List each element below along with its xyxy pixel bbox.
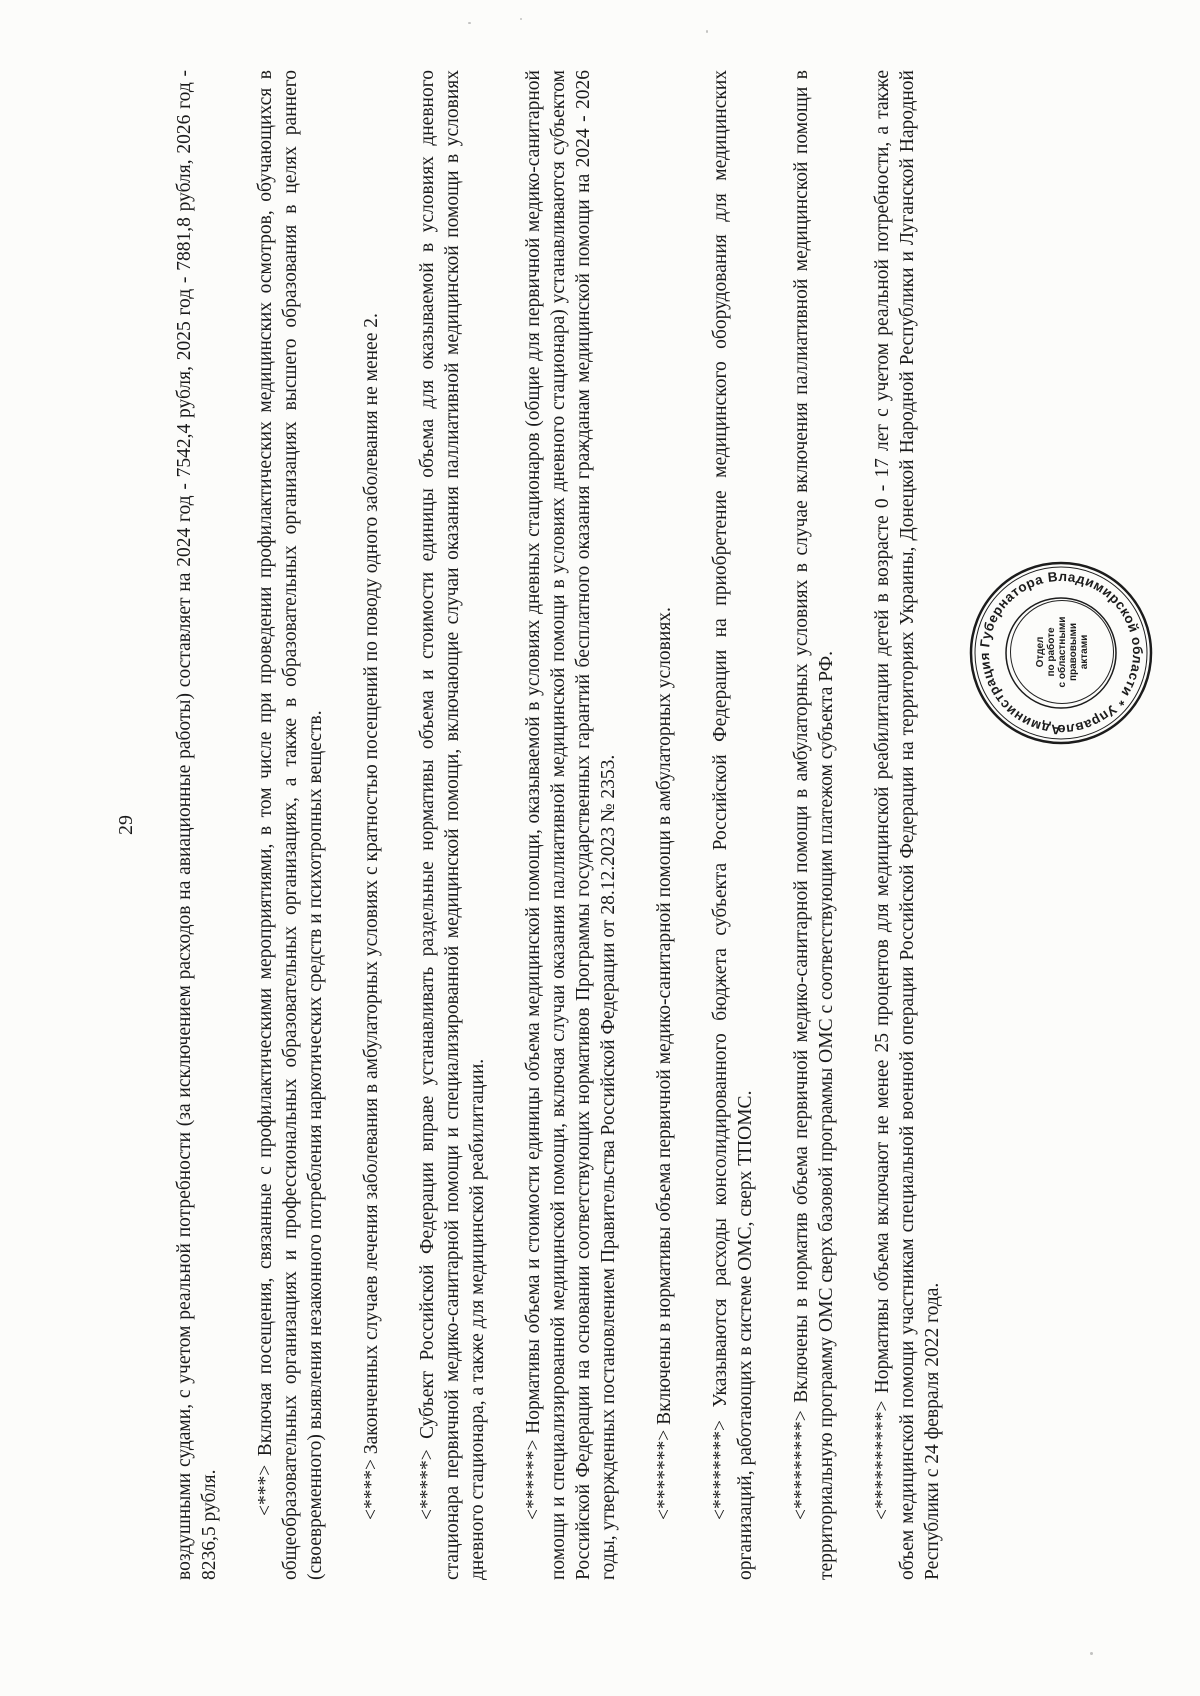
scan-speck	[706, 30, 708, 33]
stamp-line-4: правовыми	[1067, 622, 1079, 682]
footnote-6: <******> Нормативы объема и стоимости единицы объема медицинской помощи, оказываемой в условиях дневных стационаров (общие для первичной медико-санитарной помощи и специализированной медицинской помощи, включая случаи оказания паллиативной медицинской помощи в условиях дневного стационара) устанавливаются субъектом Российской Федерации на основании соответствующих нормативов Программы государственных гарантий бесплатного оказания гражданам медицинской помощи на 2024 - 2026 годы, утвержденных постановлением Правительства Российской Федерации от 28.12.2023 № 2353.	[523, 70, 619, 1580]
footnote-9: <*********> Включены в норматив объема первичной медико-санитарной помощи в амбулаторных условиях в случае включения паллиативной медицинской помощи в территориальную программу ОМС сверх базовой программы ОМС с соответствующим платежом субъекта РФ.	[791, 70, 837, 1580]
footnote-10: <**********> Нормативы объема включают не менее 25 процентов для медицинской реабилитации детей в возрасте 0 - 17 лет с учетом реальной потребности, а также объем медицинской помощи участникам специальной военной операции Российской Федерации на территориях Украины, Донецкой Народной Республики и Луганской Народной Республики с 24 февраля 2022 года.	[872, 70, 943, 1580]
footnote-8: <********> Указываются расходы консолидированного бюджета субъекта Российской Федерации на приобретение медицинского оборудования для медицинских организаций, работающих в системе ОМС, сверх ТПОМС.	[710, 70, 756, 1580]
footnote-5: <*****> Субъект Российской Федерации вправе устанавливать раздельные нормативы объема и стоимости единицы объема для оказываемой в условиях дневного стационара первичной медико-санитарной помощи и специализированной медицинской помощи, включающие случаи оказания паллиативной медицинской помощи в условиях дневного стационара, а также для медицинской реабилитации.	[417, 70, 488, 1580]
paragraph-continuation: воздушными судами, с учетом реальной потребности (за исключением расходов на авиационные работы) составляет на 2024 год - 7542,4 рубля, 2025 год - 7881,8 рубля, 2026 год - 8236,5 рубля.	[174, 70, 220, 1580]
official-stamp	[968, 560, 1154, 746]
stamp-line-1: Отдел	[1034, 636, 1046, 668]
footnote-7: <*******> Включены в нормативы объема первичной медико-санитарной помощи в амбулаторных условиях.	[654, 607, 675, 1520]
stamp-line-5: актами	[1078, 634, 1090, 670]
scan-speck	[520, 18, 522, 20]
footnote-4: <****> Законченных случаев лечения заболевания в амбулаторных условиях с кратностью посещений по поводу одного заболевания не менее 2.	[361, 313, 382, 1520]
stamp-line-3: с областными	[1056, 616, 1068, 688]
scan-speck	[468, 22, 471, 24]
rotated-content	[115, 70, 952, 1580]
scan-speck	[1090, 1652, 1093, 1655]
stamp-line-2: по работе	[1045, 627, 1057, 677]
stamp-center	[1010, 600, 1114, 704]
footnote-3: <***> Включая посещения, связанные с профилактическими мероприятиями, в том числе при проведении профилактических медицинских осмотров, обучающихся в общеобразовательных организациях и профессиональных образовательных организациях, а также в образовательных организациях высшего образования в целях раннего (своевременного) выявления незаконного потребления наркотических средств и психотропных веществ.	[255, 70, 326, 1580]
stamp-ring-text: Администрация Губернатора Владимирской области * Управле	[976, 568, 1146, 738]
page-number: 29	[115, 815, 137, 835]
